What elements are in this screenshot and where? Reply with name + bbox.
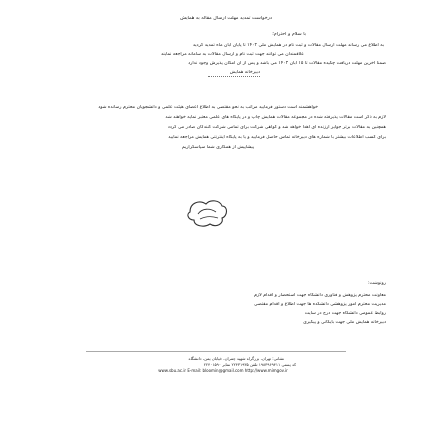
salutation: با سلام و احترام؛ [272, 32, 306, 37]
footer-line-1: نشانی: تهران، بزرگراه شهید چمران، خیابان یمن، دانشگاه [188, 356, 284, 361]
official-seal [182, 194, 232, 232]
cc-line-1: معاونت محترم پژوهش و فناوری دانشگاه جهت استحضار و اقدام لازم [254, 293, 386, 298]
cc-line-2: مدیریت محترم امور پژوهشی دانشکده ها جهت اطلاع و اقدام مقتضی [254, 302, 386, 307]
intro-line-3: ضمناً آخرین مهلت دریافت چکیده مقالات تا ۱۵ آبان ۱۴۰۲ می باشد و پس از آن امکان پذیرش وجود ندارد [188, 61, 386, 66]
body-line-3: همچنین به مقالات برتر جوایز ارزنده ای اهدا خواهد شد و گواهی شرکت برای تمامی شرکت کنندگان صادر می گردد [167, 125, 386, 130]
intro-line-2: علاقمندان می توانند جهت ثبت نام و ارسال مقالات به سامانه مراجعه نمایند [161, 52, 304, 57]
letter-subject: درخواست تمدید مهلت ارسال مقاله به همایش [180, 16, 272, 21]
body-line-4: برای کسب اطلاعات بیشتر با شماره های دبیرخانه تماس حاصل فرمایید و یا به پایگاه اینترنتی همایش مراجعه نمایید [168, 135, 386, 140]
body-line-5: پیشاپیش از همکاری شما سپاسگزاریم [181, 145, 254, 150]
footer-divider [86, 351, 346, 352]
footer-line-3: www.sbu.ac.ir E-mail: bloomin@gmail.com http://www.mimgov.ir [158, 368, 288, 373]
cc-label: رونوشت: [368, 281, 386, 286]
intro-line-1: به اطلاع می رساند مهلت ارسال مقالات و ثبت نام در همایش ملی ۱۴۰۲ تا پایان آبان ماه تمدید گردید [192, 43, 384, 48]
cc-line-4: دبیرخانه همایش ملی جهت بایگانی و پیگیری [303, 320, 386, 325]
intro-line-4: دبیرخانه همایش [208, 70, 260, 77]
body-line-1: خواهشمند است دستور فرمایید مراتب به نحو مقتضی به اطلاع اعضای هیئت علمی و دانشجویان محترم رسانده شود [98, 105, 318, 110]
footer-line-2: کد پستی ۱۹۸۳۹۶۹۴۱۱ تلفن ۲۲۴۳۱۹۳۵ نمابر ۲۲۴۰۱۵۹۰ [203, 362, 296, 367]
cc-line-3: روابط عمومی دانشگاه جهت درج در سایت [304, 311, 386, 316]
body-line-2: لازم به ذکر است مقالات پذیرفته شده در مجموعه مقالات همایش چاپ و در پایگاه های علمی معتبر نمایه خواهند شد [165, 115, 386, 120]
